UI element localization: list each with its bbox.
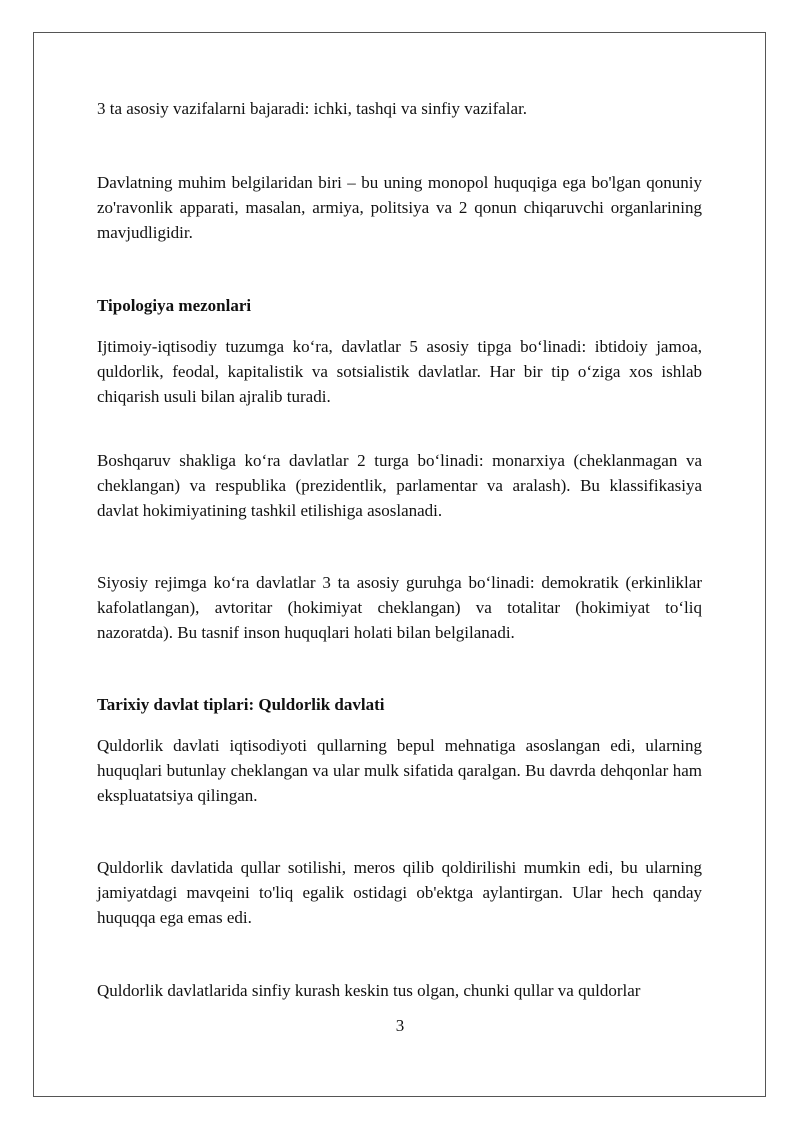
paragraph-class-struggle: Quldorlik davlatlarida sinfiy kurash keskin tus olgan, chunki qullar va quldorlar	[97, 981, 641, 1000]
paragraph-functions: 3 ta asosiy vazifalarni bajaradi: ichki, tashqi va sinfiy vazifalar.	[97, 99, 528, 118]
heading-typology-criteria: Tipologiya mezonlari	[97, 296, 252, 315]
paragraph-slave-economy: Quldorlik davlati iqtisodiyoti qullarning bepul mehnatiga asoslangan edi, ularning huquqlari butunlay cheklangan va ular mulk sifatida qaralgan. Bu davrda dehqonlar ham ekspluatatsiya qilingan.	[97, 736, 702, 805]
paragraph-political-regimes: Siyosiy rejimga ko‘ra davlatlar 3 ta asosiy guruhga bo‘linadi: demokratik (erkinliklar kafolatlangan), avtoritar (hokimiyat cheklangan) va totalitar (hokimiyat to‘liq nazoratda). Bu tasnif inson huquqlari holati bilan belgilanadi.	[97, 573, 702, 642]
paragraph-socio-economic-types: Ijtimoiy-iqtisodiy tuzumga ko‘ra, davlatlar 5 asosiy tipga bo‘linadi: ibtidoiy jamoa, quldorlik, feodal, kapitalistik va sotsialistik davlatlar. Har bir tip o‘ziga xos ishlab chiqarish usuli bilan ajralib turadi.	[97, 337, 702, 406]
paragraph-state-signs: Davlatning muhim belgilaridan biri – bu uning monopol huquqiga ega bo'lgan qonuniy zo'ravonlik apparati, masalan, armiya, politsiya va 2 qonun chiqaruvchi organlarining mavjudligidir.	[97, 173, 702, 242]
paragraph-slave-status: Quldorlik davlatida qullar sotilishi, meros qilib qoldirilishi mumkin edi, bu ularning jamiyatdagi mavqeini to'liq egalik ostidagi ob'ektga aylantirgan. Ular hech qanday huquqqa ega emas edi.	[97, 858, 702, 927]
page-number: 3	[395, 1016, 405, 1035]
paragraph-government-forms: Boshqaruv shakliga ko‘ra davlatlar 2 turga bo‘linadi: monarxiya (cheklanmagan va cheklangan) va respublika (prezidentlik, parlamentar va aralash). Bu klassifikasiya davlat hokimiyatining tashkil etilishiga asoslanadi.	[97, 451, 702, 520]
heading-slave-state: Tarixiy davlat tiplari: Quldorlik davlati	[97, 695, 385, 714]
